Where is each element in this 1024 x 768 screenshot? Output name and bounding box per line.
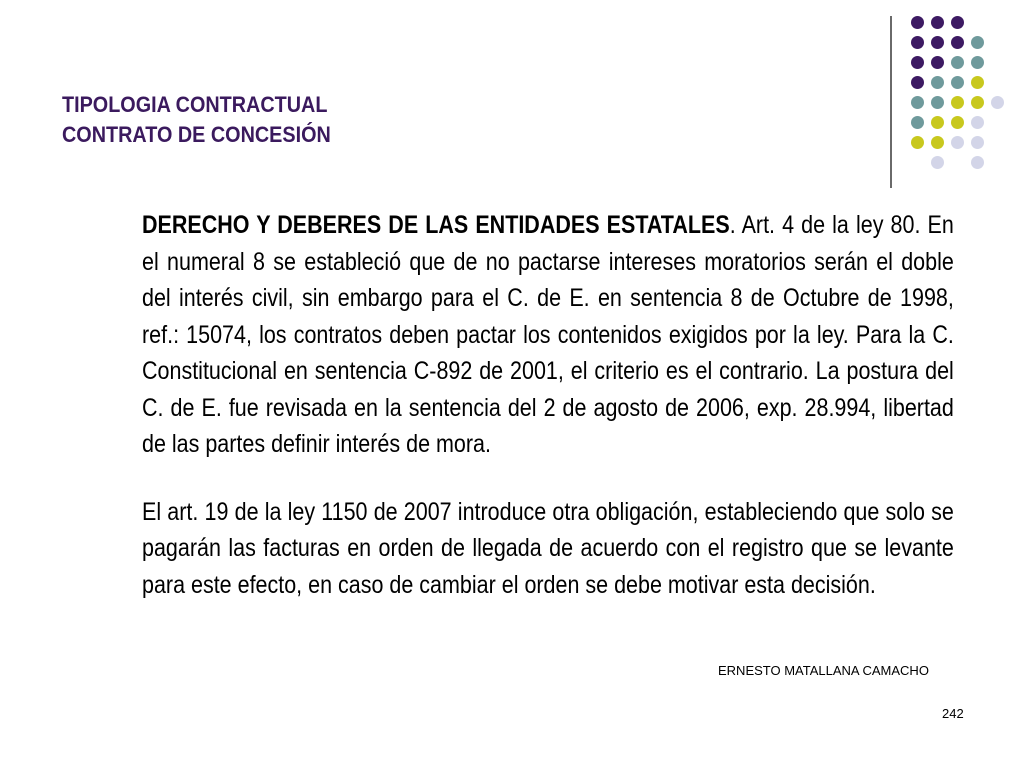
paragraph-1-text: . Art. 4 de la ley 80. En el numeral 8 se estableció que de no pactarse intereses moratorios serán el doble del interés civil, sin embargo para el C. de E. en sentencia 8 de Octubre de 1998, ref.: 15074, los contratos deben pactar los contenidos exigidos por la ley. Para la C. Constitucional en sentencia C-892 de 2001, el criterio es el contrario. La postura del C. de E. fue revisada en la sentencia del 2 de agosto de 2006, exp. 28.994, libertad de las partes definir interés de mora. — [142, 211, 954, 458]
decorative-dot — [971, 76, 984, 89]
decorative-dot — [951, 116, 964, 129]
paragraph-1 — [142, 207, 954, 463]
author-credit: ERNESTO MATALLANA CAMACHO — [718, 663, 929, 678]
paragraph-2: El art. 19 de la ley 1150 de 2007 introduce otra obligación, estableciendo que solo se pagarán las facturas en orden de llegada de acuerdo con el registro que se levante para este efecto, en caso de cambiar el orden se debe motivar esta decisión. — [142, 497, 954, 599]
decorative-dot — [931, 96, 944, 109]
slide-body — [142, 207, 954, 603]
title-line-2: CONTRATO DE CONCESIÓN — [62, 122, 331, 147]
decorative-dot — [911, 96, 924, 109]
decorative-dot — [931, 76, 944, 89]
decorative-dot — [951, 16, 964, 29]
decorative-dot — [931, 136, 944, 149]
decorative-dot — [951, 56, 964, 69]
decorative-dot — [911, 136, 924, 149]
decorative-dot — [951, 96, 964, 109]
decorative-dot — [931, 156, 944, 169]
decorative-dot — [951, 36, 964, 49]
decorative-dot — [911, 76, 924, 89]
decorative-dot — [971, 36, 984, 49]
page-number: 242 — [942, 706, 964, 721]
decorative-dot-grid — [0, 0, 1024, 200]
decorative-dot — [971, 136, 984, 149]
decorative-dot — [911, 116, 924, 129]
decorative-dot — [911, 16, 924, 29]
decorative-dot — [931, 116, 944, 129]
decorative-dot — [991, 96, 1004, 109]
decorative-dot — [931, 16, 944, 29]
decorative-dot — [911, 56, 924, 69]
decorative-dot — [971, 96, 984, 109]
decorative-dot — [971, 156, 984, 169]
decorative-dot — [971, 116, 984, 129]
decorative-dot — [931, 36, 944, 49]
decorative-divider-line — [890, 16, 892, 188]
decorative-dot — [951, 76, 964, 89]
decorative-dot — [951, 136, 964, 149]
paragraph-1-heading: DERECHO Y DEBERES DE LAS ENTIDADES ESTATALES — [142, 211, 730, 239]
decorative-dot — [931, 56, 944, 69]
title-line-1: TIPOLOGIA CONTRACTUAL — [62, 92, 328, 117]
decorative-dot — [971, 56, 984, 69]
decorative-dot — [911, 36, 924, 49]
